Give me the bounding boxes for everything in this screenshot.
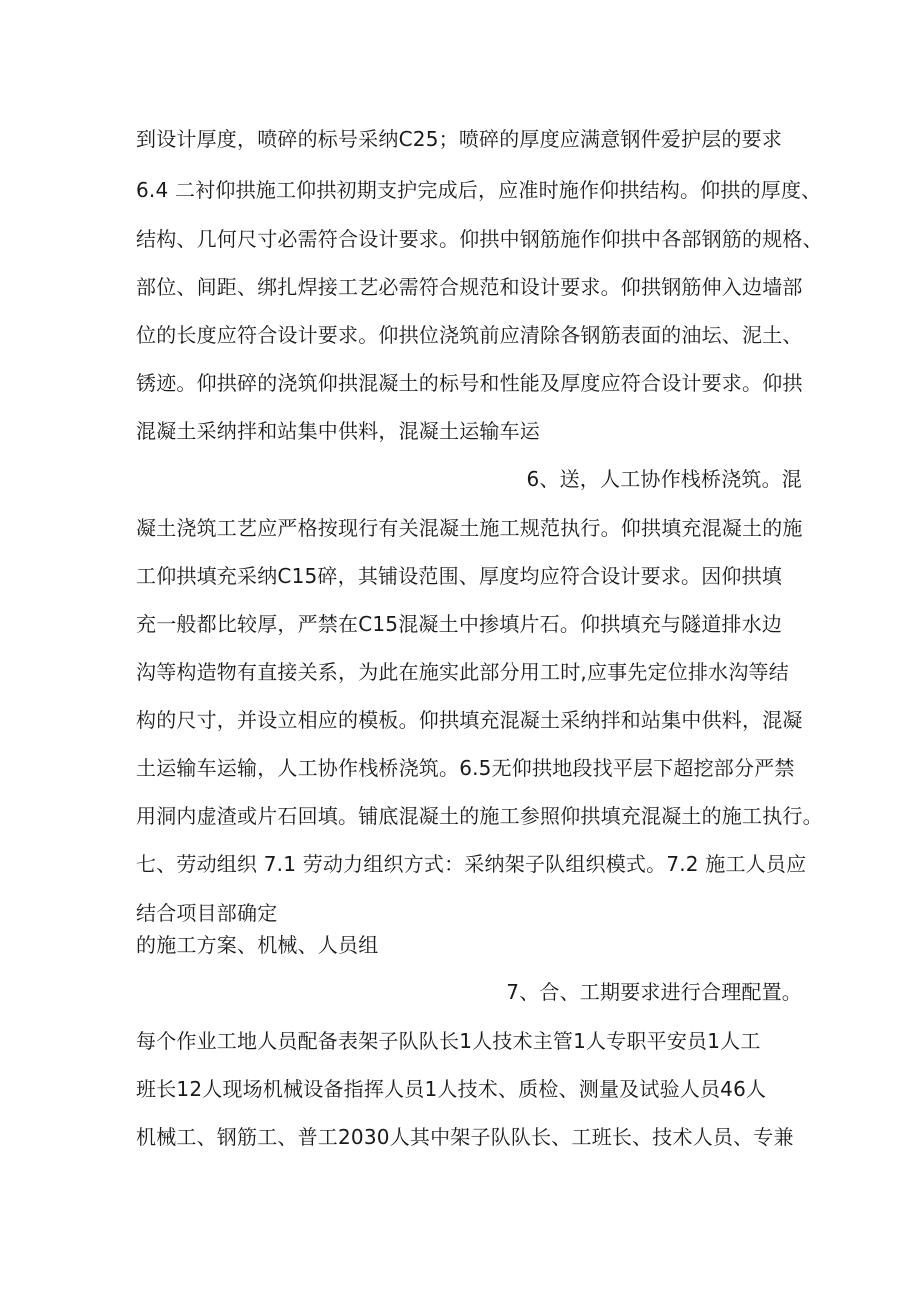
text-line: 充一般都比较厚，严禁在C15混凝土中掺填片石。仰拱填充与隧道排水边 <box>136 612 783 636</box>
text-line: 结合项目部确定 <box>136 901 278 925</box>
text-line: 土运输车运输，人工协作栈桥浇筑。6.5无仰拱地段找平层下超挖部分严禁 <box>136 756 795 780</box>
text-line: 机械工、钢筋工、普工2030人其中架子队队长、工班长、技术人员、专兼 <box>136 1125 794 1149</box>
text-line: 6、送，人工协作栈桥浇筑。混 <box>526 467 802 491</box>
text-line: 锈迹。仰拱碎的浇筑仰拱混凝土的标号和性能及厚度应符合设计要求。仰拱 <box>136 371 803 395</box>
text-line: 6.4 二衬仰拱施工仰拱初期支护完成后，应准时施作仰拱结构。仰拱的厚度、 <box>136 178 822 202</box>
text-line: 部位、间距、绑扎焊接工艺必需符合规范和设计要求。仰拱钢筋伸入边墙部 <box>136 275 803 299</box>
text-line: 混凝土采纳拌和站集中供料，混凝土运输车运 <box>136 419 540 443</box>
text-line: 构的尺寸，并设立相应的模板。仰拱填充混凝土采纳拌和站集中供料，混凝 <box>136 708 803 732</box>
text-line: 七、劳动组织 7.1 劳动力组织方式：采纳架子队组织模式。7.2 施工人员应 <box>136 852 807 876</box>
text-line: 位的长度应符合设计要求。仰拱位浇筑前应清除各钢筋表面的油坛、泥土、 <box>136 323 803 347</box>
text-line: 每个作业工地人员配备表架子队队长1人技术主管1人专职平安员1人工 <box>136 1029 761 1053</box>
text-line: 用洞内虚渣或片石回填。铺底混凝土的施工参照仰拱填充混凝土的施工执行。 <box>136 804 823 828</box>
text-line: 沟等构造物有直接关系，为此在施实此部分用工时,应事先定位排水沟等结 <box>136 660 789 684</box>
text-line: 到设计厚度，喷碎的标号采纳C25；喷碎的厚度应满意钢件爱护层的要求 <box>136 127 783 151</box>
text-line: 的施工方案、机械、人员组 <box>136 933 379 957</box>
text-line: 凝土浇筑工艺应严格按现行有关混凝土施工规范执行。仰拱填充混凝土的施 <box>136 516 803 540</box>
text-line: 7、合、工期要求进行合理配置。 <box>506 980 802 1004</box>
text-line: 班长12人现场机械设备指挥人员1人技术、质检、测量及试验人员46人 <box>136 1077 767 1101</box>
text-line: 工仰拱填充采纳C15碎，其铺设范围、厚度均应符合设计要求。因仰拱填 <box>136 564 783 588</box>
text-line: 结构、几何尺寸必需符合设计要求。仰拱中钢筋施作仰拱中各部钢筋的规格、 <box>136 227 823 251</box>
